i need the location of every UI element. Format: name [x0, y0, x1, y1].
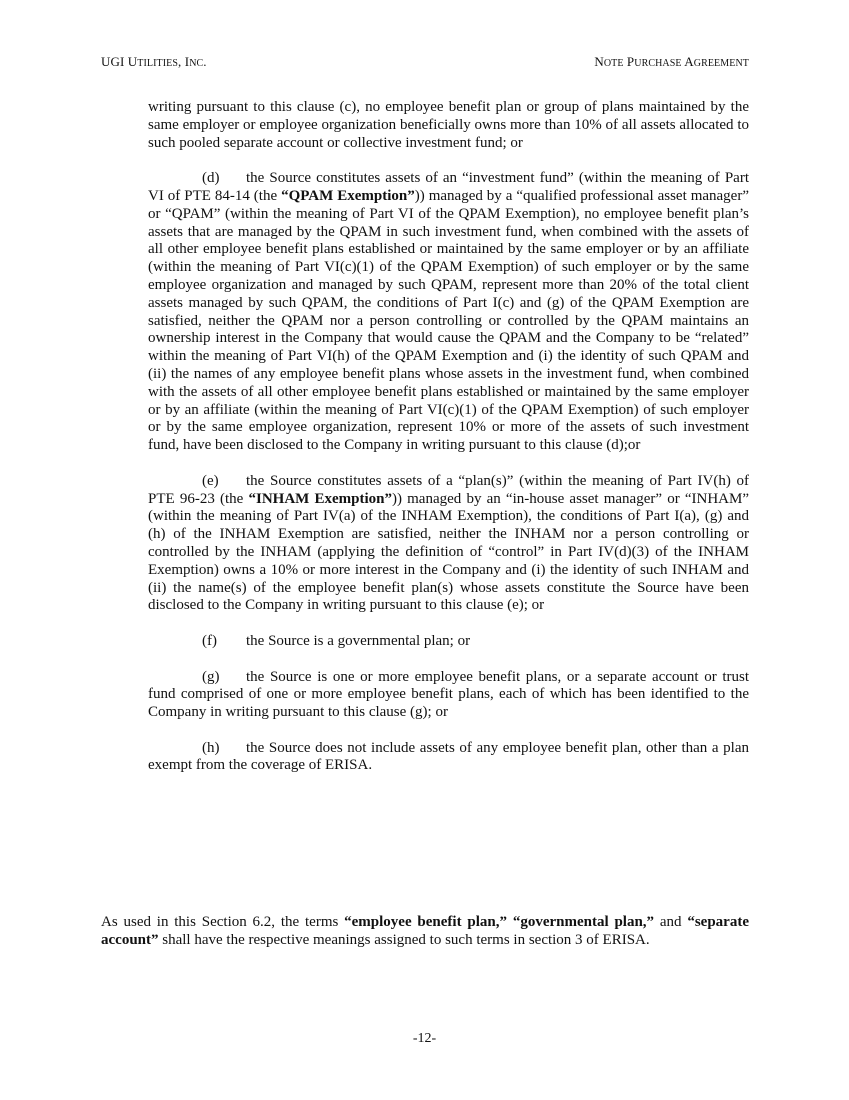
page-number: -12- [412, 1031, 437, 1046]
closing-definitions-paragraph: As used in this Section 6.2, the terms “employee benefit plan,” “governmental plan,” and “separate account” shall have the respective meanings assigned to such terms in section 3 of ERISA. [101, 914, 749, 948]
paragraph-h: (h) the Source does not include assets of any employee benefit plan, other than a plan exempt from the coverage of ERISA. [148, 739, 749, 774]
paragraph-c-continued: writing pursuant to this clause (c), no employee benefit plan or group of plans maintained by the same employer or employee organization beneficially owns more than 10% of all assets allocated to such pooled separate account or collective investment fund; or [148, 99, 749, 151]
defined-term-separate-account: “separate account” [101, 914, 749, 948]
defined-term-inham: “INHAM Exemption” [248, 490, 392, 507]
document-body [148, 99, 749, 775]
paragraph-f: (f) the Source is a governmental plan; or [202, 632, 471, 649]
header-document-title: NOTE PURCHASE AGREEMENT [594, 54, 749, 69]
paragraph-e: (e) the Source constitutes assets of a “plan(s)” (within the meaning of Part IV(h) of PTE 96-23 (the “INHAM Exemption”)) managed by an “in-house asset manager” or “INHAM” (within the meaning of Part IV(a) of the INHAM Exemption), the conditions of Part I(a), (g) and (h) of the INHAM Exemption are satisfied, neither the INHAM nor a person controlling or controlled by the INHAM (applying the definition of “control” in Part IV(d)(3) of the INHAM Exemption) owns a 10% or more interest in the Company and (i) the identity of such INHAM and (ii) the name(s) of the employee benefit plan(s) whose assets constitute the Source have been disclosed to the Company in writing pursuant to this clause (e); or [148, 472, 749, 614]
paragraph-d: (d) the Source constitutes assets of an “investment fund” (within the meaning of Part VI of PTE 84-14 (the “QPAM Exemption”)) managed by a “qualified professional asset manager” or “QPAM” (within the meaning of Part VI of the QPAM Exemption), no employee benefit plan’s assets that are managed by the QPAM in such investment fund, when combined with the assets of all other employee benefit plans established or maintained by the same employer or by an affiliate (within the meaning of Part VI(c)(1) of the QPAM Exemption) of such employer or by the same employee organization and managed by such QPAM, represent more than 20% of the total client assets managed by such QPAM, the conditions of Part I(c) and (g) of the QPAM Exemption are satisfied, neither the QPAM nor a person controlling or controlled by the QPAM maintains an ownership interest in the Company that would cause the QPAM and the Company to be “related” within the meaning of Part VI(h) of the QPAM Exemption and (i) the identity of such QPAM and (ii) the names of any employee benefit plans whose assets in the investment fund, when combined with the assets of all other employee benefit plans established or maintained by the same employer or by an affiliate (within the meaning of Part VI(c)(1) of the QPAM Exemption) of such employer or by the same employee organization, represent 10% or more of the assets of such investment fund, have been disclosed to the Company in writing pursuant to this clause (d);or [148, 170, 749, 454]
clause-label-h: (h) [202, 739, 220, 756]
paragraph-g: (g) the Source is one or more employee benefit plans, or a separate account or trust fund comprised of one or more employee benefit plans, each of which has been identified to the Company in writing pursuant to this clause (g); or [148, 668, 749, 721]
header-company-name: UGI UTILITIES, INC. [101, 54, 207, 69]
defined-term-employee-benefit-plan: “employee benefit plan,” [344, 914, 507, 930]
clause-label-d: (d) [202, 170, 220, 187]
clause-label-e: (e) [202, 472, 219, 489]
clause-label-f: (f) [202, 632, 217, 649]
clause-label-g: (g) [202, 668, 220, 685]
defined-term-qpam: “QPAM Exemption” [281, 187, 415, 204]
defined-term-governmental-plan: “governmental plan,” [512, 914, 655, 930]
